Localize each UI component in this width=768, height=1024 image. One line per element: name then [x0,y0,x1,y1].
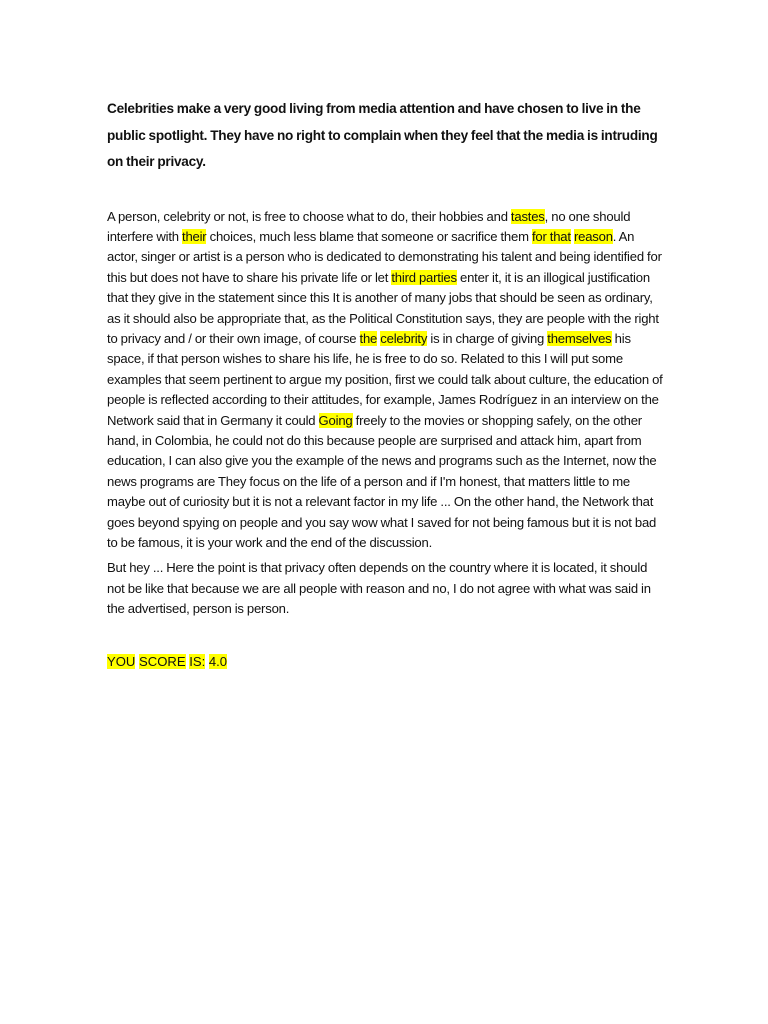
highlighted-text: celebrity [380,330,428,346]
essay-body [107,207,663,620]
text-run: A person, celebrity or not, is free to choose what to do, their hobbies and [107,208,511,224]
highlighted-text: themselves [547,330,612,346]
highlighted-text: third parties [391,269,457,285]
essay-paragraph [107,558,663,619]
essay-paragraph [107,207,663,554]
highlighted-text: reason [573,228,613,244]
text-run: his space, if that person wishes to share his life, he is free to do so. Related to this I will put some examples that seem pertinent to argue my position, first we could talk about culture, the education of people is reflected according to their attitudes, for example, James Rodríguez in an interview on the Network said that in Germany it could [107,330,663,428]
text-run: But hey ... Here the point is that privacy often depends on the country where it is located, it should not be like that because we are all people with reason and no, I do not agree with what was said in the advertised, person is person. [107,560,651,617]
highlighted-text: YOU [107,653,136,669]
score-line [107,652,663,672]
highlighted-text: the [359,330,378,346]
highlighted-text: SCORE [139,653,186,669]
highlighted-text: IS: [189,653,206,669]
text-run: enter it, it is an illogical justification that they give in the statement since this It is another of many jobs that should be seen as ordinary, as it should also be appropriate that, as the Political Constitution says, they are people with the right to privacy and / or their own image, of course [107,269,659,346]
highlighted-text: 4.0 [208,653,228,669]
document-page [107,96,663,685]
text-run: is in charge of giving [427,330,548,346]
essay-prompt: Celebrities make a very good living from media attention and have chosen to live in the public spotlight. They have no right to complain when they feel that the media is intruding on their privacy. [107,101,658,169]
text-run: freely to the movies or shopping safely, on the other hand, in Colombia, he could not do this because people are surprised and attack him, apart from education, I can also give you the example of the news and programs such as the Internet, now the news programs are They focus on the life of a person and if I'm honest, that matters little to me maybe out of curiosity but it is not a relevant factor in my life ... On the other hand, the Network that goes beyond spying on people and you say wow what I saved for not being famous but it is not bad to be famous, it is your work and the end of the discussion. [107,412,657,550]
highlighted-text: their [182,228,207,244]
highlighted-text: for that [531,228,571,244]
highlighted-text: Going [318,412,353,428]
highlighted-text: tastes [510,208,545,224]
text-run: choices, much less blame that someone or sacrifice them [206,228,532,244]
text-run: . An actor, singer or artist is a person who is dedicated to demonstrating his talent and being identified for this but does not have to share his private life or let [107,228,662,285]
text-run: , no one should interfere with [107,208,631,244]
